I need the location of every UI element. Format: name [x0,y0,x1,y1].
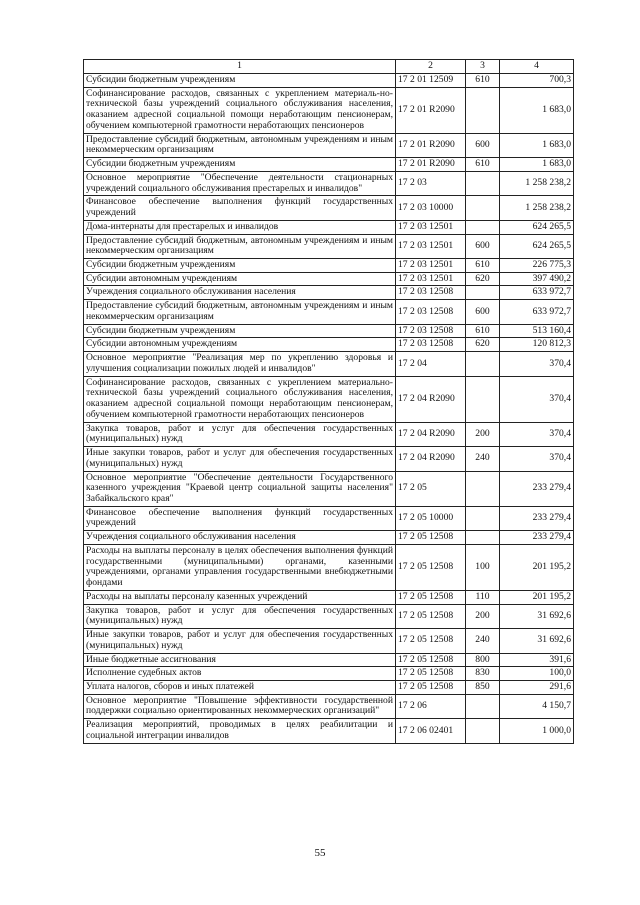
row-name-cell: Субсидии бюджетным учреждениям [84,259,396,273]
row-amount-cell: 226 775,3 [500,259,574,273]
row-code-cell: 17 2 05 10000 [396,506,466,530]
row-name-cell: Учреждения социального обслуживания населения [84,531,396,545]
row-amount-cell: 201 195,2 [500,590,574,604]
row-type-cell: 600 [466,133,500,157]
row-name-cell: Финансовое обеспечение выполнения функций государственных учреждений [84,506,396,530]
table-row [84,471,574,506]
row-type-cell [466,376,500,422]
row-amount-cell: 201 195,2 [500,544,574,590]
row-amount-cell: 233 279,4 [500,531,574,545]
row-amount-cell: 233 279,4 [500,506,574,530]
table-row [84,422,574,446]
row-code-cell: 17 2 05 12508 [396,590,466,604]
row-name-cell: Иные закупки товаров, работ и услуг для обеспечения государственных (муниципальных) нужд [84,629,396,653]
row-name-cell: Предоставление субсидий бюджетным, автономным учреждениям и иным некоммерческим организациям [84,133,396,157]
row-name-cell: Субсидии автономным учреждениям [84,272,396,286]
row-code-cell: 17 2 01 R2090 [396,133,466,157]
budget-table [83,59,574,744]
row-name-cell: Предоставление субсидий бюджетным, автономным учреждениям и иным некоммерческим организациям [84,234,396,258]
row-type-cell: 620 [466,338,500,352]
row-code-cell: 17 2 05 12508 [396,604,466,628]
row-name-cell: Закупка товаров, работ и услуг для обеспечения государственных (муниципальных) нужд [84,604,396,628]
row-code-cell: 17 2 06 02401 [396,719,466,743]
row-amount-cell: 700,3 [500,74,574,88]
table-row [84,680,574,694]
row-type-cell: 110 [466,590,500,604]
row-type-cell: 100 [466,544,500,590]
table-row [84,531,574,545]
row-amount-cell: 370,4 [500,376,574,422]
table-row [84,694,574,718]
row-code-cell: 17 2 03 12501 [396,234,466,258]
table-row [84,324,574,338]
column-header-amount: 4 [500,60,574,74]
row-type-cell [466,171,500,195]
row-type-cell: 800 [466,653,500,667]
row-name-cell: Субсидии автономным учреждениям [84,338,396,352]
row-amount-cell: 100,0 [500,667,574,681]
row-amount-cell: 391,6 [500,653,574,667]
row-amount-cell: 291,6 [500,680,574,694]
row-amount-cell: 1 683,0 [500,158,574,172]
row-type-cell: 610 [466,259,500,273]
table-row [84,259,574,273]
row-name-cell: Расходы на выплаты персоналу в целях обеспечения выполнения функций государственными (муниципальными) органами, казенными учреждениями, органами управления государственными внебюджетными фондами [84,544,396,590]
row-name-cell: Софинансирование расходов, связанных с укреплением материаль-но-технической базы учреждений социального обслуживания населения, оказанием адресной социальной помощи неработающим пенсионерам, обучением компьютерной грамотности неработающих пенсионеров [84,87,396,133]
row-type-cell [466,531,500,545]
row-type-cell [466,286,500,300]
row-type-cell: 850 [466,680,500,694]
row-name-cell: Основное мероприятие "Реализация мер по укреплению здоровья и улучшения социализации пожилых людей и инвалидов" [84,352,396,376]
row-name-cell: Основное мероприятие "Обеспечение деятельности стационарных учреждений социального обслуживания престарелых и инвалидов" [84,171,396,195]
row-type-cell [466,196,500,220]
row-name-cell: Реализация мероприятий, проводимых в целях реабилитации и социальной интеграции инвалидов [84,719,396,743]
row-type-cell [466,471,500,506]
row-type-cell: 600 [466,234,500,258]
row-code-cell: 17 2 05 12508 [396,680,466,694]
row-amount-cell: 4 150,7 [500,694,574,718]
row-type-cell: 620 [466,272,500,286]
row-code-cell: 17 2 04 [396,352,466,376]
row-amount-cell: 31 692,6 [500,604,574,628]
row-code-cell: 17 2 05 [396,471,466,506]
row-type-cell [466,352,500,376]
row-type-cell [466,220,500,234]
row-name-cell: Дома-интернаты для престарелых и инвалидов [84,220,396,234]
row-code-cell: 17 2 05 12508 [396,667,466,681]
row-name-cell: Финансовое обеспечение выполнения функций государственных учреждений [84,196,396,220]
row-name-cell: Закупка товаров, работ и услуг для обеспечения государственных (муниципальных) нужд [84,422,396,446]
table-row [84,272,574,286]
row-code-cell: 17 2 03 12508 [396,324,466,338]
row-code-cell: 17 2 04 R2090 [396,422,466,446]
row-code-cell: 17 2 05 12508 [396,629,466,653]
table-row [84,352,574,376]
row-amount-cell: 370,4 [500,422,574,446]
header-row [84,60,574,74]
row-amount-cell: 633 972,7 [500,286,574,300]
row-amount-cell: 120 812,3 [500,338,574,352]
row-code-cell: 17 2 01 12509 [396,74,466,88]
table-row [84,133,574,157]
row-code-cell: 17 2 06 [396,694,466,718]
table-row [84,220,574,234]
row-code-cell: 17 2 03 12501 [396,259,466,273]
row-code-cell: 17 2 05 12508 [396,544,466,590]
row-code-cell: 17 2 03 12508 [396,286,466,300]
row-amount-cell: 370,4 [500,352,574,376]
row-amount-cell: 370,4 [500,447,574,471]
row-amount-cell: 1 683,0 [500,87,574,133]
row-amount-cell: 624 265,5 [500,234,574,258]
row-type-cell [466,694,500,718]
table-row [84,653,574,667]
row-amount-cell: 624 265,5 [500,220,574,234]
row-code-cell: 17 2 05 12508 [396,531,466,545]
row-name-cell: Расходы на выплаты персоналу казенных учреждений [84,590,396,604]
row-amount-cell: 1 683,0 [500,133,574,157]
row-type-cell: 200 [466,604,500,628]
table-row [84,590,574,604]
row-name-cell: Уплата налогов, сборов и иных платежей [84,680,396,694]
row-type-cell: 200 [466,422,500,446]
row-code-cell: 17 2 03 [396,171,466,195]
row-code-cell: 17 2 04 R2090 [396,447,466,471]
table-row [84,667,574,681]
row-code-cell: 17 2 01 R2090 [396,87,466,133]
row-amount-cell: 1 258 238,2 [500,171,574,195]
row-type-cell: 240 [466,629,500,653]
row-type-cell: 610 [466,324,500,338]
row-name-cell: Субсидии бюджетным учреждениям [84,74,396,88]
table-row [84,87,574,133]
table-row [84,234,574,258]
row-name-cell: Основное мероприятие "Обеспечение деятельности Государственного казенного учреждения "Краевой центр социальной защиты населения" Забайкальского края" [84,471,396,506]
row-name-cell: Исполнение судебных актов [84,667,396,681]
row-code-cell: 17 2 01 R2090 [396,158,466,172]
table-row [84,74,574,88]
row-name-cell: Субсидии бюджетным учреждениям [84,324,396,338]
column-header-code: 2 [396,60,466,74]
table-row [84,376,574,422]
row-name-cell: Иные бюджетные ассигнования [84,653,396,667]
row-code-cell: 17 2 03 12508 [396,338,466,352]
row-type-cell: 610 [466,74,500,88]
column-header-type: 3 [466,60,500,74]
row-amount-cell: 397 490,2 [500,272,574,286]
page-number: 55 [314,847,326,859]
table-row [84,171,574,195]
table-row [84,338,574,352]
row-amount-cell: 31 692,6 [500,629,574,653]
row-name-cell: Предоставление субсидий бюджетным, автономным учреждениям и иным некоммерческим организациям [84,300,396,324]
row-name-cell: Софинансирование расходов, связанных с укреплением материально-технической базы учреждений социального обслуживания населения, оказанием адресной социальной помощи неработающим пенсионерам, обучением компьютерной грамотности неработающих пенсионеров [84,376,396,422]
row-name-cell: Иные закупки товаров, работ и услуг для обеспечения государственных (муниципальных) нужд [84,447,396,471]
row-type-cell: 600 [466,300,500,324]
row-amount-cell: 633 972,7 [500,300,574,324]
row-code-cell: 17 2 04 R2090 [396,376,466,422]
row-code-cell: 17 2 03 12508 [396,300,466,324]
row-type-cell: 240 [466,447,500,471]
row-name-cell: Учреждения социального обслуживания населения [84,286,396,300]
row-amount-cell: 1 258 238,2 [500,196,574,220]
row-type-cell: 830 [466,667,500,681]
row-name-cell: Субсидии бюджетным учреждениям [84,158,396,172]
row-amount-cell: 1 000,0 [500,719,574,743]
row-type-cell [466,87,500,133]
row-type-cell: 610 [466,158,500,172]
row-code-cell: 17 2 03 12501 [396,272,466,286]
table-row [84,300,574,324]
column-header-name: 1 [84,60,396,74]
row-type-cell [466,506,500,530]
table-row [84,286,574,300]
table-row [84,629,574,653]
table-row [84,719,574,743]
table-row [84,604,574,628]
row-name-cell: Основное мероприятие "Повышение эффективности государственной поддержки социально ориентированных некоммерческих организаций" [84,694,396,718]
row-type-cell [466,719,500,743]
row-code-cell: 17 2 05 12508 [396,653,466,667]
table-row [84,158,574,172]
row-amount-cell: 233 279,4 [500,471,574,506]
table-row [84,544,574,590]
table-row [84,196,574,220]
row-amount-cell: 513 160,4 [500,324,574,338]
table-row [84,447,574,471]
row-code-cell: 17 2 03 10000 [396,196,466,220]
row-code-cell: 17 2 03 12501 [396,220,466,234]
table-row [84,506,574,530]
